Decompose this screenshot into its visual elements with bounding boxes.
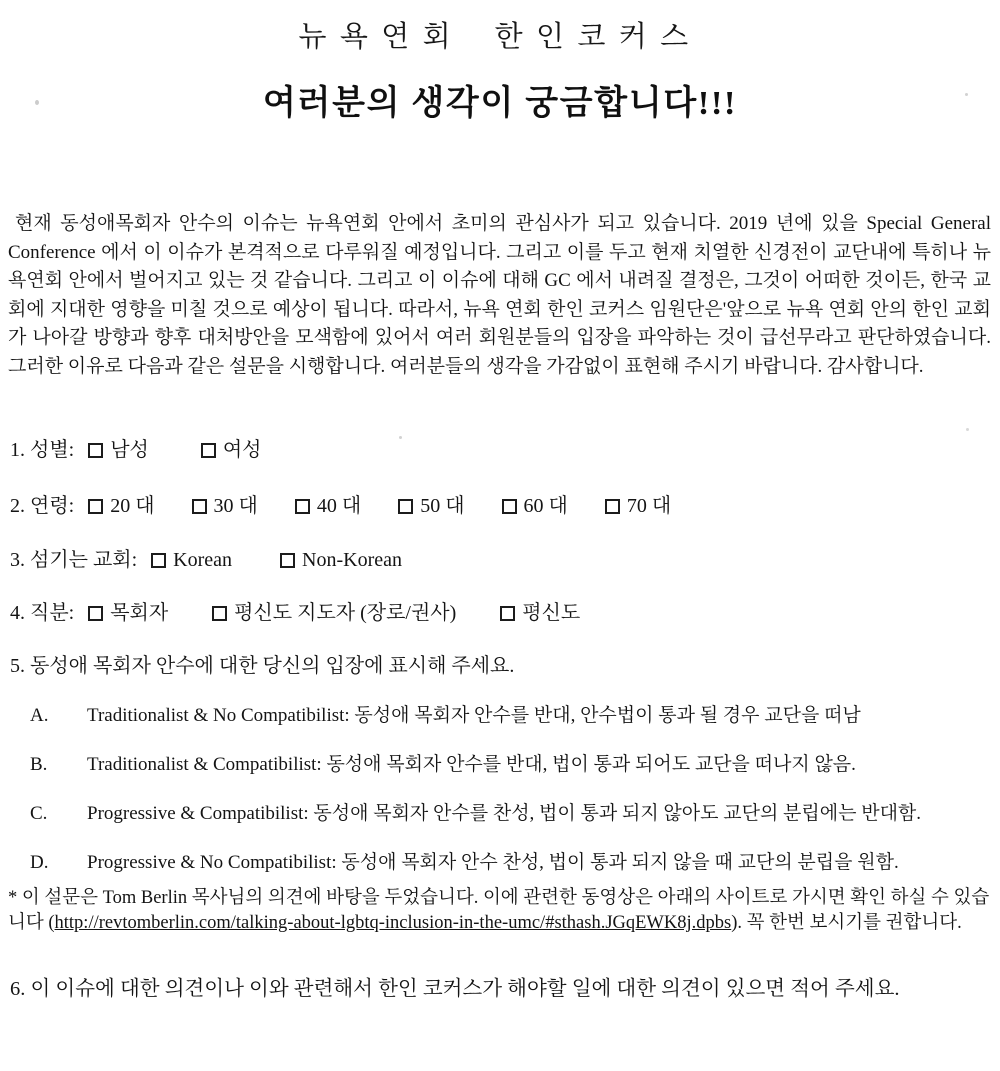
option-text: Traditionalist & No Compatibilist: 동성애 목회자 안수를 반대, 안수법이 통과 될 경우 교단을 떠남 xyxy=(87,704,861,726)
checkbox-age-50s[interactable] xyxy=(398,499,413,514)
question-2-age xyxy=(10,495,1000,518)
option-label: Non-Korean xyxy=(302,548,402,571)
option-gender-female xyxy=(201,439,262,462)
question-3-label: 3. 섬기는 교회: xyxy=(10,548,138,571)
footnote xyxy=(8,886,991,937)
option-age-20s xyxy=(88,495,154,518)
option-letter: D. xyxy=(30,851,49,873)
option-label: 목회자 xyxy=(110,601,169,624)
checkbox-age-60s[interactable] xyxy=(502,499,517,514)
option-label: 60 대 xyxy=(523,494,568,517)
checkbox-church-korean[interactable] xyxy=(151,553,166,568)
option-label: 평신도 지도자 (장로/권사) xyxy=(234,601,457,624)
option-role-pastor xyxy=(88,602,168,625)
checkbox-church-non-korean[interactable] xyxy=(280,553,295,568)
option-label: 50 대 xyxy=(420,494,465,517)
checkbox-age-40s[interactable] xyxy=(295,499,310,514)
option-label: 평신도 xyxy=(522,601,581,624)
scan-speck xyxy=(35,100,39,105)
option-role-lay-leader xyxy=(212,602,456,625)
option-label: Korean xyxy=(173,548,233,571)
option-age-70s xyxy=(605,495,671,518)
option-label: 여성 xyxy=(222,438,262,461)
footnote-link[interactable]: http://revtomberlin.com/talking-about-lgbtq-inclusion-in-the-umc/#sthash.JGqEWK8j.dpbs xyxy=(54,913,732,934)
option-age-40s xyxy=(295,495,361,518)
question-4-role xyxy=(10,602,1000,625)
question-6-label: 6. 이 이슈에 대한 의견이나 이와 관련해서 한인 코커스가 해야할 일에 대한 의견이 있으면 적어 주세요. xyxy=(10,977,900,1000)
document-title-line1: 뉴욕연회 한인코커스 xyxy=(298,21,702,53)
question-5-option-c[interactable] xyxy=(30,802,1000,825)
option-text: Traditionalist & Compatibilist: 동성애 목회자 안수를 반대, 법이 통과 되어도 교단을 떠나지 않음. xyxy=(87,753,856,775)
question-3-church xyxy=(10,549,1000,572)
option-label: 남성 xyxy=(110,438,149,461)
question-1-label: 1. 성별: xyxy=(10,438,75,461)
footnote-text-after: ). 꼭 한번 보시기를 권합니다. xyxy=(731,913,962,934)
option-church-non-korean xyxy=(280,549,402,572)
checkbox-age-30s[interactable] xyxy=(192,499,207,514)
scan-speck xyxy=(966,428,969,431)
option-label: 30 대 xyxy=(213,494,258,517)
question-5-option-b[interactable] xyxy=(30,753,1000,776)
intro-paragraph: 현재 동성애목회자 안수의 이슈는 뉴욕연회 안에서 초미의 관심사가 되고 있습니다. 2019 년에 있을 Special General Conference 에서 이 이슈가 본격적으로 다루워질 예정입니다. 그리고 이를 두고 현재 치열한 신경전이 교단내에 특히나 뉴욕연회 안에서 벌어지고 있는 것 같습니다. 그리고 이 이슈에 대해 GC 에서 내려질 결정은, 그것이 어떠한 것이든, 한국 교회에 지대한 영향을 미칠 것으로 예상이 됩니다. 따라서, 뉴욕 연회 한인 코커스 임원단은'앞으로 뉴욕 연회 안의 한인 교회가 나아갈 방향과 향후 대처방안을 모색함에 있어서 여러 회원분들의 입장을 파악하는 것이 급선무라고 판단하였습니다. 그러한 이유로 다음과 같은 설문을 시행합니다. 여러분들의 생각을 가감없이 표현해 주시기 바랍니다. 감사합니다. xyxy=(8,213,991,377)
option-age-50s xyxy=(398,495,464,518)
option-label: 70 대 xyxy=(626,494,672,517)
option-role-lay-member xyxy=(500,602,580,625)
scan-speck xyxy=(965,93,968,96)
checkbox-gender-female[interactable] xyxy=(201,443,216,458)
option-label: 40 대 xyxy=(316,494,362,517)
option-label: 20 대 xyxy=(110,494,155,517)
option-age-60s xyxy=(502,495,568,518)
checkbox-age-20s[interactable] xyxy=(88,499,103,514)
question-4-label: 4. 직분: xyxy=(10,601,75,624)
option-letter: C. xyxy=(30,802,48,824)
checkbox-gender-male[interactable] xyxy=(88,443,103,458)
checkbox-role-lay-leader[interactable] xyxy=(212,606,227,621)
question-5-option-d[interactable] xyxy=(30,851,1000,874)
option-text: Progressive & Compatibilist: 동성애 목회자 안수를 찬성, 법이 통과 되지 않아도 교단의 분립에는 반대함. xyxy=(87,802,922,824)
checkbox-role-lay-member[interactable] xyxy=(500,606,515,621)
question-2-label: 2. 연령: xyxy=(10,494,75,517)
question-1-gender xyxy=(10,439,1000,462)
document-title-line2: 여러분의 생각이 궁금합니다!!! xyxy=(263,85,737,122)
option-age-30s xyxy=(192,495,258,518)
option-text: Progressive & No Compatibilist: 동성애 목회자 안수 찬성, 법이 통과 되지 않을 때 교단의 분립을 원함. xyxy=(87,851,899,873)
checkbox-role-pastor[interactable] xyxy=(88,606,103,621)
question-5-option-a[interactable] xyxy=(30,704,1000,727)
scan-speck xyxy=(399,436,402,439)
option-church-korean xyxy=(151,549,232,572)
option-letter: A. xyxy=(30,704,49,726)
option-gender-male xyxy=(88,439,149,462)
option-letter: B. xyxy=(30,753,48,775)
checkbox-age-70s[interactable] xyxy=(605,499,620,514)
question-5-label: 5. 동성애 목회자 안수에 대한 당신의 입장에 표시해 주세요. xyxy=(10,654,515,677)
footnote-text-before: * 이 설문은 Tom Berlin 목사님의 의견에 바탕을 두었습니다. 이에 관련한 동영상은 아래의 사이트로 가시면 확인 하실 수 있습니다 ( xyxy=(8,887,990,934)
